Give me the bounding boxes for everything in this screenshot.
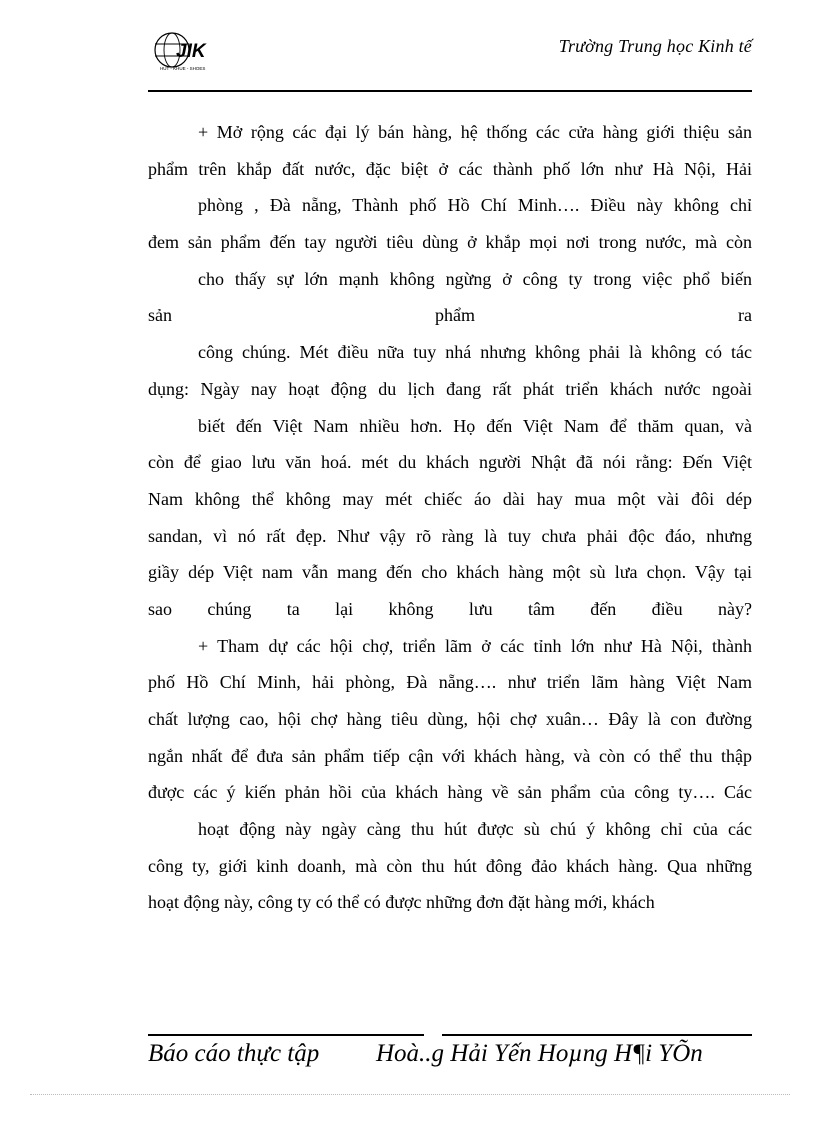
body-line: phố Hồ Chí Minh, hải phòng, Đà nẵng…. như triển lãm hàng Việt Nam [148, 672, 752, 693]
body-line: công ty, giới kinh doanh, mà còn thu hút đông đảo khách hàng. Qua những [148, 855, 752, 876]
document-body [148, 114, 752, 921]
body-line: biết đến Việt Nam nhiều hơn. Họ đến Việt Nam để thăm quan, và [198, 415, 752, 436]
report-type-label: Báo cáo thực tập [148, 1040, 320, 1067]
body-line: còn để giao lưu văn hoá. mét du khách người Nhật đã nói rằng: Đến Việt [148, 452, 752, 473]
footer-divider-right [442, 1034, 752, 1036]
body-line: giầy dép Việt nam vẫn mang đến cho khách hàng một sù lưa chọn. Vậy tại [148, 562, 752, 583]
body-line: sản phẩm ra [148, 305, 752, 326]
body-line: hoạt động này ngày càng thu hút được sù chú ý không chỉ của các [198, 819, 752, 840]
body-line: đem sản phẩm đến tay người tiêu dùng ở khắp mọi nơi trong nước, mà còn [148, 232, 752, 253]
logo-text: JIK [176, 41, 206, 62]
body-line: phẩm trên khắp đất nước, đặc biệt ở các thành phố lớn như Hà Nội, Hải [148, 158, 752, 179]
body-line: dụng: Ngày nay hoạt động du lịch đang rất phát triển khách nước ngoài [148, 378, 752, 399]
body-line: sao chúng ta lại không lưu tâm đến điều này? [148, 598, 752, 619]
body-line: + Mở rộng các đại lý bán hàng, hệ thống các cửa hàng giới thiệu sản [198, 122, 752, 142]
body-line: ngắn nhất để đưa sản phẩm tiếp cận với khách hàng, và còn có thể thu thập [148, 745, 752, 766]
body-line: hoạt động này, công ty có thể có được những đơn đặt hàng mới, khách [148, 892, 655, 913]
page-bottom-edge [30, 1094, 790, 1095]
body-line: công chúng. Mét điều nữa tuy nhá nhưng không phải là không có tác [198, 342, 752, 363]
logo-subtext: HUT - KHUE - SHOES [160, 66, 206, 71]
body-line: Nam không thể không may mét chiếc áo dài hay mua một vài đôi dép [148, 488, 752, 509]
body-line: cho thấy sự lớn mạnh không ngừng ở công ty trong việc phổ biến [198, 268, 752, 289]
company-logo [152, 30, 222, 72]
header-divider [148, 90, 752, 92]
body-line: sandan, vì nó rất đẹp. Như vậy rõ ràng là tuy chưa phải độc đáo, nhưng [148, 525, 752, 546]
body-line: phòng , Đà nẵng, Thành phố Hồ Chí Minh…. Điều này không chỉ [198, 195, 752, 216]
school-title: Trường Trung học Kinh tế [558, 36, 752, 56]
body-line: + Tham dự các hội chợ, triển lãm ở các tỉnh lớn như Hà Nội, thành [198, 635, 752, 656]
footer-divider-left [148, 1034, 424, 1036]
body-line: được các ý kiến phản hồi của khách hàng về sản phẩm của công ty…. Các [148, 782, 752, 803]
body-line: chất lượng cao, hội chợ hàng tiêu dùng, hội chợ xuân… Đây là con đường [148, 709, 752, 729]
author-name-label: Hoà..g Hải Yến Hoµng H¶i YÕn [376, 1040, 703, 1067]
